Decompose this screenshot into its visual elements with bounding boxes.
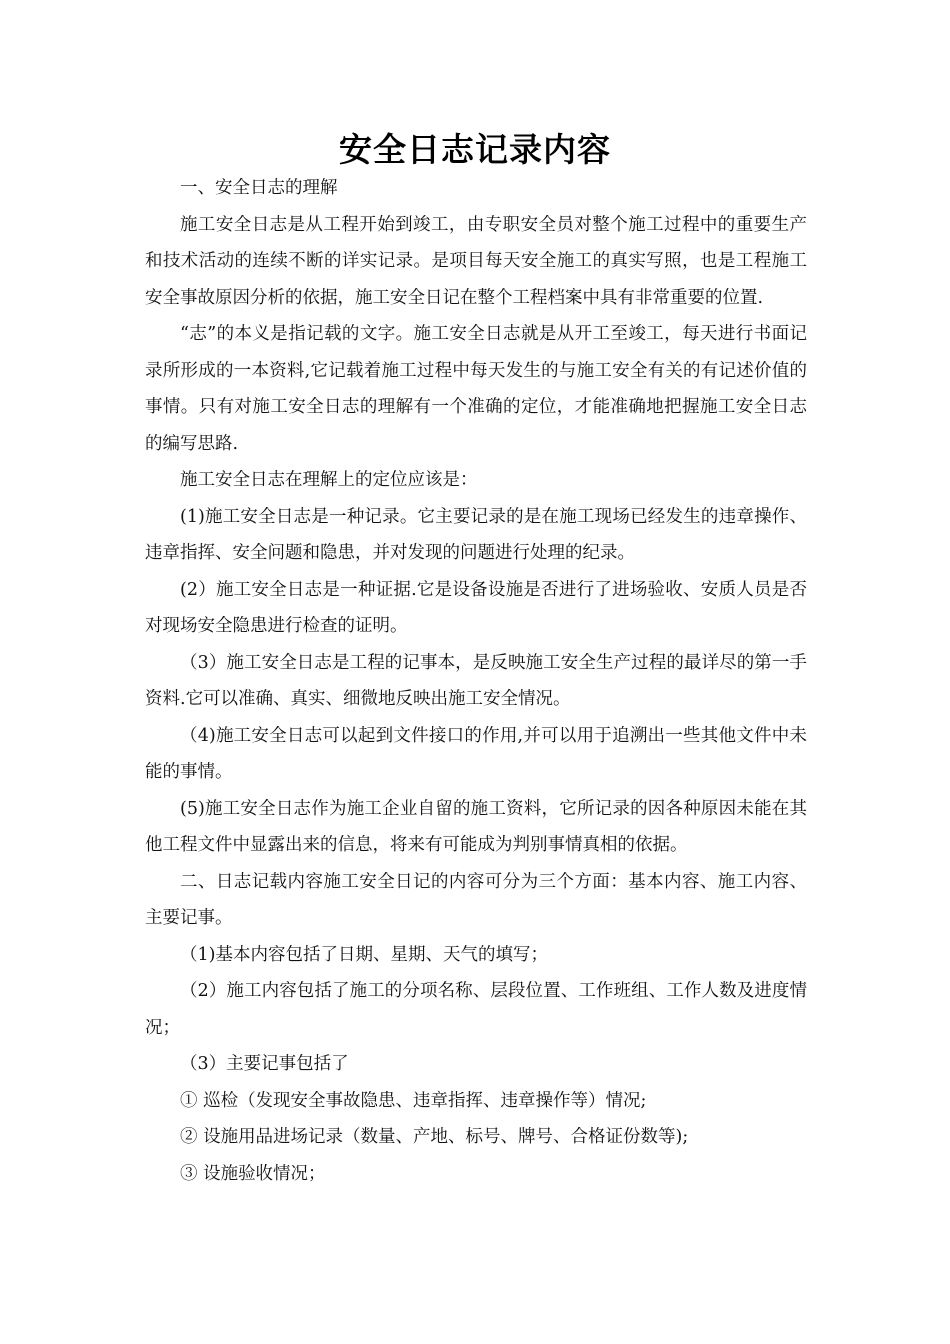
list-item: （3）施工安全日志是工程的记事本，是反映施工安全生产过程的最详尽的第一手资料.它可以准确、真实、细微地反映出施工安全情况。 [145,652,807,709]
paragraph: 施工安全日志在理解上的定位应该是： [180,470,478,490]
list-item: （3）主要记事包括了 [180,1054,349,1074]
document-body [145,170,807,1192]
paragraph: “志”的本义是指记载的文字。施工安全日志就是从开工至竣工，每天进行书面记录所形成的一本资料,它记载着施工过程中每天发生的与施工安全有关的有记述价值的事情。只有对施工安全日志的理解有一个准确的定位，才能准确地把握施工安全日志的编写思路. [145,324,807,454]
list-item: （1)基本内容包括了日期、星期、天气的填写； [180,944,548,965]
section-heading-2: 二、日志记载内容施工安全日记的内容可分为三个方面：基本内容、施工内容、主要记事。 [145,871,807,928]
list-item: （2）施工内容包括了施工的分项名称、层段位置、工作班组、工作人数及进度情况； [145,981,807,1038]
list-item: (2）施工安全日志是一种证据.它是设备设施是否进行了进场验收、安质人员是否对现场安全隐患进行检查的证明。 [145,579,807,636]
list-item: (1)施工安全日志是一种记录。它主要记录的是在施工现场已经发生的违章操作、违章指挥、安全问题和隐患，并对发现的问题进行处理的纪录。 [145,506,807,563]
document-title: 安全日志记录内容 [339,130,611,169]
section-heading-1: 一、安全日志的理解 [180,178,338,198]
list-item: ① 巡检（发现安全事故隐患、违章指挥、违章操作等）情况; [180,1090,647,1111]
list-item: ② 设施用品进场记录（数量、产地、标号、牌号、合格证份数等); [180,1127,689,1147]
list-item: (5)施工安全日志作为施工企业自留的施工资料，它所记录的因各种原因未能在其他工程文件中显露出来的信息，将来有可能成为判别事情真相的依据。 [145,798,807,855]
paragraph: 施工安全日志是从工程开始到竣工，由专职安全员对整个施工过程中的重要生产和技术活动的连续不断的详实记录。是项目每天安全施工的真实写照，也是工程施工安全事故原因分析的依据，施工安全日记在整个工程档案中具有非常重要的位置. [145,214,807,308]
list-item: （4)施工安全日志可以起到文件接口的作用,并可以用于追溯出一些其他文件中未能的事情。 [145,725,807,782]
list-item: ③ 设施验收情况； [180,1163,326,1184]
